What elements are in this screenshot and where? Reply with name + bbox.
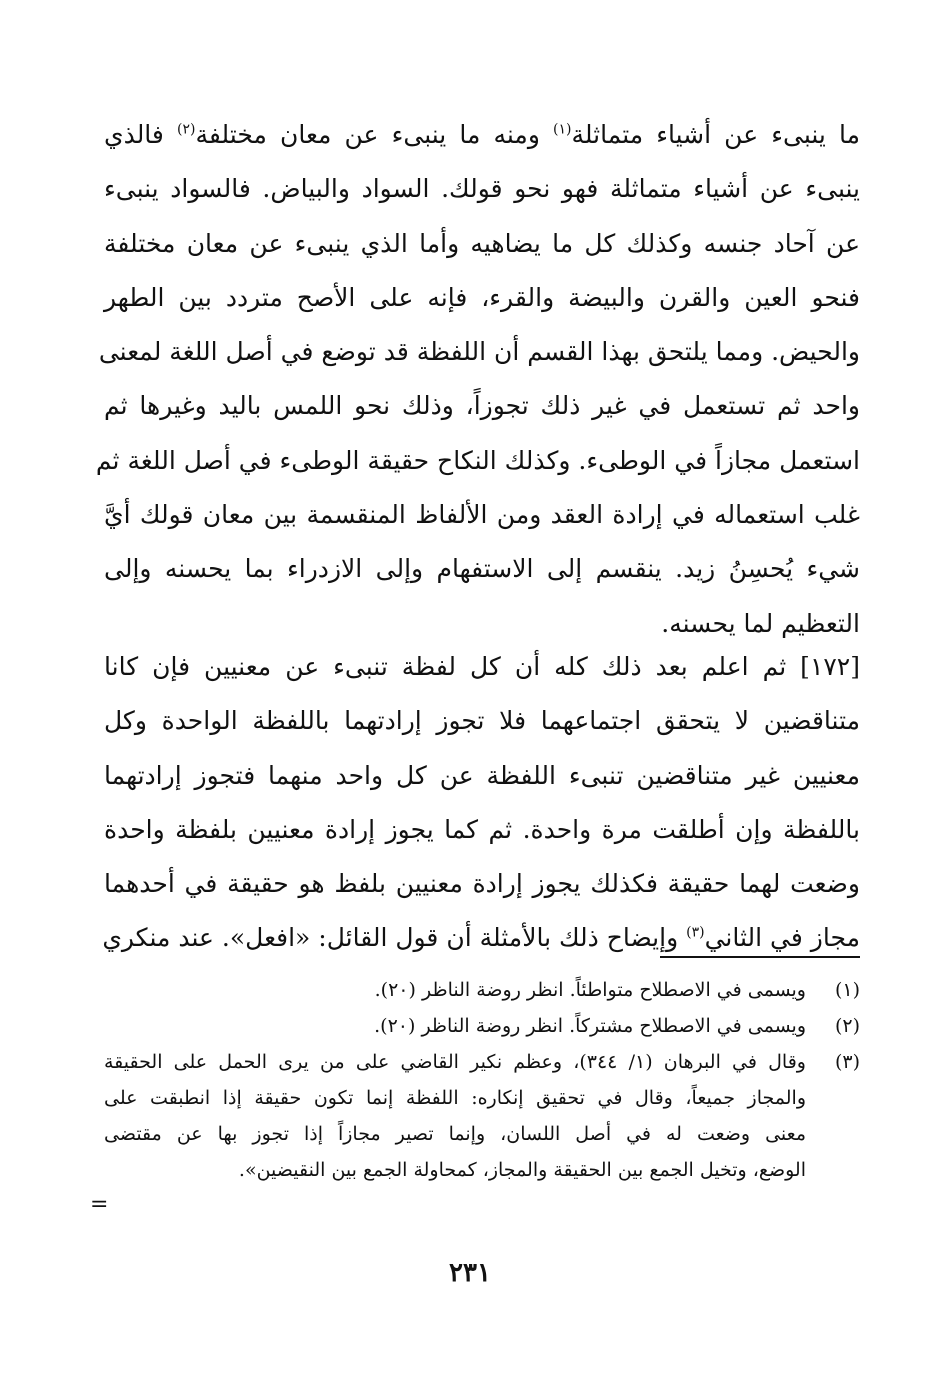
footnote-line: ويسمى في الاصطلاح مشتركاً. انظر روضة الناظر (٢٠). <box>374 1015 806 1037</box>
footnote-line: ويسمى في الاصطلاح متواطئاً. انظر روضة الناظر (٢٠). <box>374 979 806 1001</box>
footnote-text <box>104 1044 806 1188</box>
footnote-text <box>104 1008 806 1044</box>
footnote-line: والمجاز جميعاً، وقال في تحقيق إنكاره: اللفظة إنما تكون حقيقة إذا انطبقت على <box>104 1087 806 1109</box>
text-line: التعظيم لما يحسنه. <box>661 608 860 638</box>
text-line: متناقضين لا يتحقق اجتماعهما فلا تجوز إرادتهما باللفظة الواحدة وكل <box>104 706 860 736</box>
text-line: عن آحاد جنسه وكذلك كل ما يضاهيه وأما الذي ينبىء عن معان مختلفة <box>104 228 860 258</box>
footnote-separator <box>660 956 860 958</box>
text-line: استعمل مجازاً في الوطىء. وكذلك النكاح حقيقة الوطىء في أصل اللغة ثم <box>95 445 860 475</box>
footnote-marker[interactable]: (٣) <box>686 925 705 942</box>
text-line: فنحو العين والقرن والبيضة والقرء، فإنه على الأصح متردد بين الطهر <box>104 282 860 312</box>
text-line: [١٧٢] ثم اعلم بعد ذلك كله أن كل لفظة تنبىء عن معنيين فإن كانا <box>104 652 860 681</box>
footnote-marker[interactable]: (١) <box>553 121 572 138</box>
text-line: باللفظة وإن أطلقت مرة واحدة. ثم كما يجوز إرادة معنيين بلفظة واحدة <box>104 814 860 844</box>
footnote-number: (١) <box>834 979 860 1001</box>
footnote-item <box>104 972 860 1008</box>
paragraph-2 <box>104 640 860 966</box>
continuation-mark: = <box>90 1192 109 1217</box>
text-line: ينبىء عن أشياء متماثلة فهو نحو قولك. السواد والبياض. فالسواد ينبىء <box>104 174 860 204</box>
text-line: مجاز في الثاني$^{(٣)}$ وإيضاح ذلك بالأمثلة أن قول القائل: «افعل». عند منكري <box>102 923 860 953</box>
footnote-number: (٣) <box>834 1051 860 1073</box>
page-number: ٢٣١ <box>449 1258 491 1288</box>
text-line: غلب استعماله في إرادة العقد ومن الألفاظ المنقسمة بين معان قولك أيَّ <box>104 500 860 530</box>
footnote-number: (٢) <box>834 1015 860 1037</box>
footnote-item <box>104 1008 860 1044</box>
footnote-marker[interactable]: (٢) <box>177 121 196 138</box>
text-line: واحد ثم تستعمل في غير ذلك تجوزاً، وذلك نحو اللمس باليد وغيرها ثم <box>104 391 860 421</box>
footnote-text <box>104 972 806 1008</box>
footnotes <box>104 972 860 1188</box>
footnote-line: الوضع، وتخيل الجمع بين الحقيقة والمجاز، كمحاولة الجمع بين النقيضين». <box>238 1159 806 1181</box>
text-line: شيء يُحسِنُ زيد. ينقسم إلى الاستفهام وإلى الازدراء بما يحسنه وإلى <box>104 554 860 584</box>
footnote-line: وقال في البرهان (١/ ٣٤٤)، وعظم نكير القاضي على من يرى الحمل على الحقيقة <box>104 1051 806 1073</box>
text-line: ما ينبىء عن أشياء متماثلة$^{(١)}$ ومنه ما ينبىء عن معان مختلفة$^{(٢)}$ فالذي <box>104 120 861 149</box>
footnote-item <box>104 1044 860 1188</box>
text-line: والحيض. ومما يلتحق بهذا القسم أن اللفظة قد توضع في أصل اللغة لمعنى <box>98 337 860 367</box>
text-line: معنيين غير متناقضين تنبىء اللفظة عن كل واحد منهما فتجوز إرادتهما <box>104 760 860 790</box>
text-line: وضعت لهما حقيقة فكذلك يجوز إرادة معنيين بلفظ هو حقيقة في أحدهما <box>104 869 860 899</box>
footnote-line: معنى وضعت له في أصل اللسان، وإنما تصير مجازاً إذا تجوز بها عن مقتضى <box>104 1123 806 1145</box>
paragraph-1 <box>95 108 861 651</box>
